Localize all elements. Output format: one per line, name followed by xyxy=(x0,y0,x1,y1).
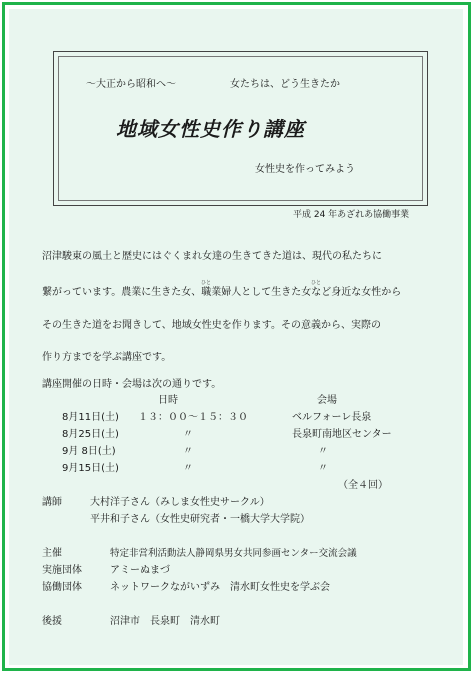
tagline: 女性史を作ってみよう xyxy=(255,164,355,175)
organizer-label: 協働団体 xyxy=(42,582,82,593)
schedule-venue: 〃 xyxy=(318,446,328,457)
column-header-venue: 会場 xyxy=(317,395,337,406)
sponsor-note: 平成 24 年あざれあ協働事業 xyxy=(293,210,410,220)
page-title: 地域女性史作り講座 xyxy=(116,117,305,141)
organizer-value: 特定非営利活動法人静岡県男女共同参画センター交流会議 xyxy=(110,548,357,559)
intro-line: その生きた道をお聞きして、地域女性史を作ります。その意義から、実際の xyxy=(42,320,381,331)
intro-line: 繋がっています。農業に生きた女、職業婦人として生きた女など身近な女性から xyxy=(42,287,402,298)
ruby-annotation: ひと xyxy=(201,280,212,286)
schedule-intro: 講座開催の日時・会場は次の通りです。 xyxy=(42,379,222,390)
schedule-venue: 長泉町南地区センター xyxy=(292,429,392,440)
intro-line: 沼津駿東の風土と歴史にはぐくまれ女達の生きてきた道は、現代の私たちに xyxy=(42,251,382,262)
schedule-date: 9月15日(土) xyxy=(62,463,119,474)
organizer-value: アミーぬまづ xyxy=(110,565,170,576)
column-header-datetime: 日時 xyxy=(158,395,178,406)
schedule-date: 9月 8日(土) xyxy=(62,446,116,457)
schedule-time: 〃 xyxy=(183,429,193,440)
organizer-label: 主催 xyxy=(42,548,62,559)
schedule-date: 8月25日(土) xyxy=(62,429,119,440)
schedule-date: 8月11日(土) xyxy=(62,412,119,423)
lecturer-name: 大村洋子さん（みしま女性史サークル） xyxy=(90,497,270,508)
organizer-value: ネットワークながいずみ 清水町女性史を学ぶ会 xyxy=(110,582,330,593)
ruby-annotation: ひと xyxy=(311,280,322,286)
organizer-value: 沼津市 長泉町 清水町 xyxy=(110,616,220,627)
session-count: （全４回） xyxy=(338,480,388,491)
schedule-venue: ベルフォーレ長泉 xyxy=(292,412,372,423)
intro-line: 作り方までを学ぶ講座です。 xyxy=(42,352,172,363)
subtitle-left: ～大正から昭和へ～ xyxy=(86,79,176,90)
schedule-time: １３：００～１５：３０ xyxy=(138,412,248,423)
lecturer-name: 平井和子さん（女性史研究者・一橋大学大学院） xyxy=(90,514,310,525)
schedule-time: 〃 xyxy=(183,446,193,457)
organizer-label: 実施団体 xyxy=(42,565,82,576)
subtitle-right: 女たちは、どう生きたか xyxy=(230,79,340,90)
lecturer-label: 講師 xyxy=(42,497,62,508)
schedule-time: 〃 xyxy=(183,463,193,474)
schedule-venue: 〃 xyxy=(318,463,328,474)
organizer-label: 後援 xyxy=(42,616,62,627)
